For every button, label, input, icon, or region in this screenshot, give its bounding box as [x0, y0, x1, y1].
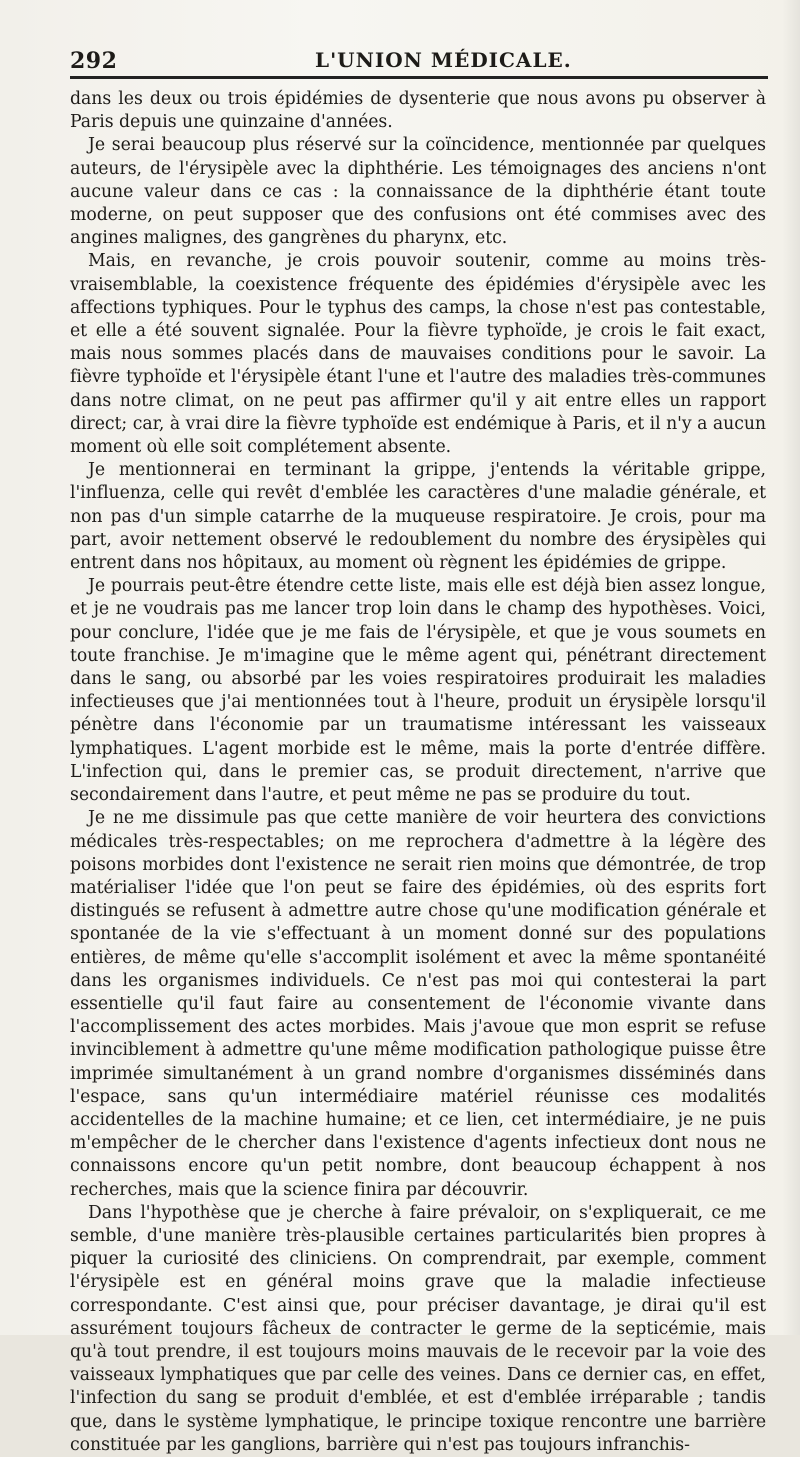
paragraph-3: Mais, en revanche, je crois pouvoir soutenir, comme au moins très-vraisemblable, la coexistence fréquente des épidémies d'érysipèle avec les affections typhiques. Pour le typhus des camps, la chose n'est pas contestable, et elle a été souvent signalée. Pour la fièvre typhoïde, je crois le fait exact, mais nous sommes placés dans de mauvaises conditions pour le savoir. La fièvre typhoïde et l'érysipèle étant l'une et l'autre des maladies très-communes dans notre climat, on ne peut pas affirmer qu'il y ait entre elles un rapport direct; car, à vrai dire la fièvre typhoïde est endémique à Paris, et il n'y a aucun moment où elle soit complétement absente.: [70, 251, 766, 458]
paragraph-2: Je serai beaucoup plus réservé sur la coïncidence, mentionnée par quelques auteurs, de l'érysipèle avec la diphthérie. Les témoignages des anciens n'ont aucune valeur dans ce cas : la connaissance de la diphthérie étant toute moderne, on peut supposer que des confusions ont été commises avec des angines malignes, des gangrènes du pharynx, etc.: [70, 135, 766, 249]
paragraph-5: Je pourrais peut-être étendre cette liste, mais elle est déjà bien assez longue, et je ne voudrais pas me lancer trop loin dans le champ des hypothèses. Voici, pour conclure, l'idée que je me fais de l'érysipèle, et que je vous soumets en toute franchise. Je m'imagine que le même agent qui, pénétrant directement dans le sang, ou absorbé par les voies respiratoires produirait les maladies infectieuses que j'ai mentionnées tout à l'heure, produit un érysipèle lorsqu'il pénètre dans l'économie par un traumatisme intéressant les vaisseaux lymphatiques. L'agent morbide est le même, mais la porte d'entrée diffère. L'infection qui, dans le premier cas, se produit directement, n'arrive que secondairement dans l'autre, et peut même ne pas se produire du tout.: [70, 576, 766, 806]
paragraph-7: Dans l'hypothèse que je cherche à faire prévaloir, on s'expliquerait, ce me semble, d'une manière très-plausible certaines particularités bien propres à piquer la curiosité des cliniciens. On comprendrait, par exemple, comment l'érysipèle est en général moins grave que la maladie infectieuse correspondante. C'est ainsi que, pour préciser davantage, je dirai qu'il est assurément toujours fâcheux de contracter le germe de la septicémie, mais qu'à tout prendre, il est toujours moins mauvais de le recevoir par la voie des vaisseaux lymphatiques que par celle des veines. Dans ce dernier cas, en effet, l'infection du sang se produit d'emblée, et est d'emblée irréparable ; tandis que, dans le système lymphatique, le principe toxique rencontre une barrière constituée par les ganglions, barrière qui n'est pas toujours infranchis-: [70, 1202, 766, 1455]
paragraph-6: Je ne me dissimule pas que cette manière de voir heurtera des convictions médicales très-respectables; on me reprochera d'admettre à la légère des poisons morbides dont l'existence ne serait rien moins que démontrée, de trop matérialiser l'idée que l'on peut se faire des épidémies, où des esprits fort distingués se refusent à admettre autre chose qu'une modification générale et spontanée de la vie s'effectuant à un moment donné sur des populations entières, de même qu'elle s'accomplit isolément et avec la même spontanéité dans les organismes individuels. Ce n'est pas moi qui contesterai la part essentielle qu'il faut faire au consentement de l'économie vivante dans l'accomplissement des actes morbides. Mais j'avoue que mon esprit se refuse invinciblement à admettre qu'une même modification pathologique puisse être imprimée simultanément à un grand nombre d'organismes disséminés dans l'espace, sans qu'un intermédiaire matériel réunisse ces modalités accidentelles de la machine humaine; et ce lien, cet intermédiaire, je ne puis m'empêcher de le chercher dans l'existence d'agents infectieux dont nous ne connaissons encore qu'un petit nombre, dont beaucoup échappent à nos recherches, mais que la science finira par découvrir.: [70, 808, 766, 1200]
running-head: [70, 42, 768, 76]
journal-title: L'UNION MÉDICALE.: [315, 48, 572, 72]
paragraph-4: Je mentionnerai en terminant la grippe, j'entends la véritable grippe, l'influenza, celle qui revêt d'emblée les caractères d'une maladie générale, et non pas d'un simple catarrhe de la muqueuse respiratoire. Je crois, pour ma part, avoir nettement observé le redoublement du nombre des érysipèles qui entrent dans nos hôpitaux, au moment où règnent les épidémies de grippe.: [70, 460, 766, 574]
body-text: [70, 88, 766, 1455]
page-edge-shadow: [782, 0, 800, 1335]
page-number: 292: [70, 48, 118, 74]
paragraph-1: dans les deux ou trois épidémies de dysenterie que nous avons pu observer à Paris depuis une quinzaine d'années.: [70, 89, 766, 133]
header-rule: [70, 76, 768, 79]
